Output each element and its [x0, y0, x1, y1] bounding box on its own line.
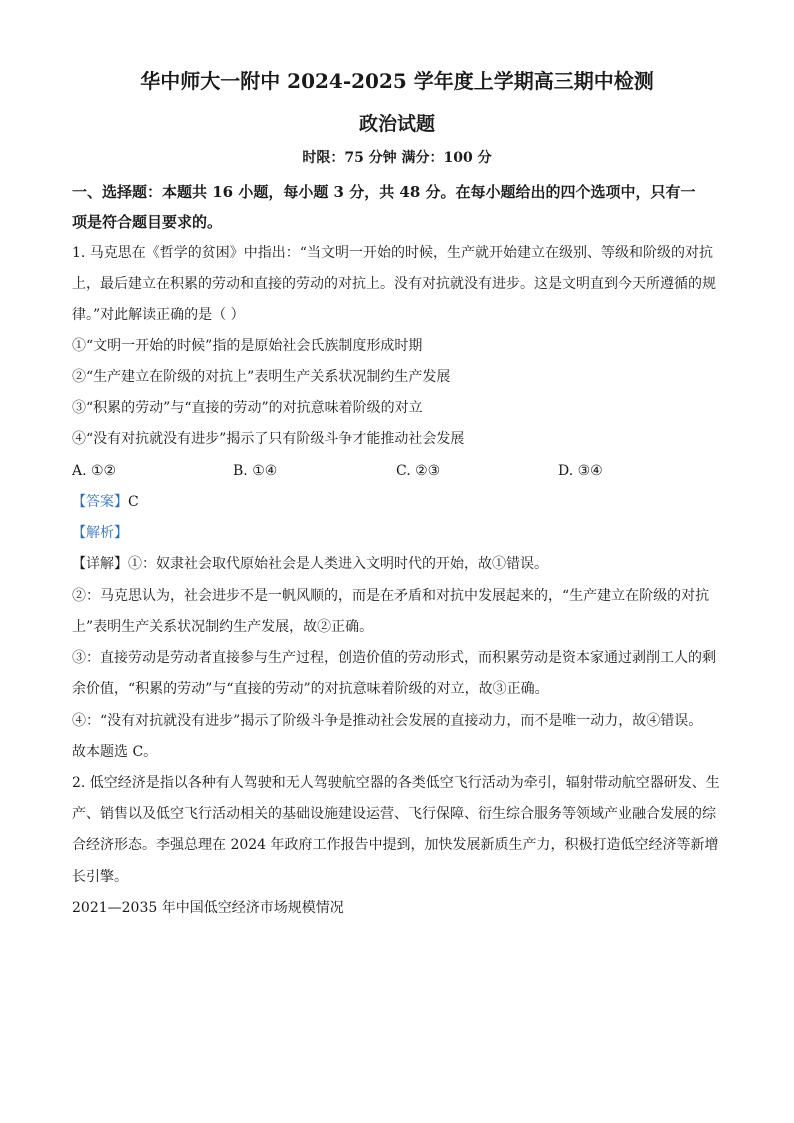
q1-option-b: B. ①④ [233, 463, 278, 479]
exam-title: 华中师大一附中 2024-2025 学年度上学期高三期中检测 [140, 69, 654, 93]
q1-option-d: D. ③④ [558, 463, 603, 479]
q2-stem-line3: 合经济形态。李强总理在 2024 年政府工作报告中提到，加快发展新质生产力，积极打造低空经济等新增 [72, 837, 719, 853]
q1-stem-line3: 律。”对此解读正确的是（ ） [72, 307, 245, 323]
q2-stem-line1: 2. 低空经济是指以各种有人驾驶和无人驾驶航空器的各类低空飞行活动为牵引，辐射带动航空器研发、生 [72, 775, 720, 791]
section-heading-line2: 项是符合题目要求的。 [72, 213, 223, 231]
q1-option-c: C. ②③ [396, 463, 441, 479]
q2-stem-line2: 产、销售以及低空飞行活动相关的基础设施建设运营、飞行保障、衍生综合服务等领域产业融合发展的综 [72, 806, 716, 822]
analysis-tag: 【解析】 [72, 525, 128, 541]
q1-detail-line2: ②：马克思认为，社会进步不是一帆风顺的，而是在矛盾和对抗中发展起来的，“生产建立在阶级的对抗 [72, 588, 710, 604]
q1-detail-line1 [72, 554, 732, 574]
q1-statement-1: ①“文明一开始的时候”指的是原始社会氏族制度形成时期 [72, 338, 423, 354]
q1-conclusion: 故本题选 C。 [72, 744, 158, 760]
subject-title: 政治试题 [358, 113, 435, 135]
detail-text-1: ①：奴隶社会取代原始社会是人类进入文明时代的开始，故①错误。 [128, 556, 548, 572]
q1-analysis [72, 523, 732, 543]
q2-stem-line4: 长引擎。 [72, 869, 128, 885]
detail-tag: 【详解】 [72, 556, 128, 572]
exam-meta: 时限：75 分钟 满分：100 分 [302, 150, 492, 166]
q1-answer [72, 492, 732, 512]
section-heading-line1: 一、选择题：本题共 16 小题，每小题 3 分，共 48 分。在每小题给出的四个选项中，只有一 [72, 183, 696, 201]
q1-stem-line1: 1. 马克思在《哲学的贫困》中指出：“当文明一开始的时候，生产就开始建立在级别、等级和阶级的对抗 [72, 245, 713, 261]
q1-detail-line6: ④：“没有对抗就没有进步”揭示了阶级斗争是推动社会发展的直接动力，而不是唯一动力，故④错误。 [72, 713, 703, 729]
q1-detail-line3: 上”表明生产关系状况制约生产发展，故②正确。 [72, 619, 374, 635]
q2-chart-caption: 2021—2035 年中国低空经济市场规模情况 [72, 900, 344, 916]
q1-detail-line4: ③：直接劳动是劳动者直接参与生产过程，创造价值的劳动形式，而积累劳动是资本家通过剥削工人的剩 [72, 650, 716, 666]
q1-statement-2: ②“生产建立在阶级的对抗上”表明生产关系状况制约生产发展 [72, 369, 451, 385]
q1-option-a: A. ①② [72, 463, 117, 479]
q1-statement-3: ③“积累的劳动”与“直接的劳动”的对抗意味着阶级的对立 [72, 400, 423, 416]
q1-stem-line2: 上，最后建立在积累的劳动和直接的劳动的对抗上。没有对抗就没有进步。这是文明直到今天所遵循的规 [72, 276, 716, 292]
answer-tag: 【答案】 [72, 494, 128, 510]
q1-statement-4: ④“没有对抗就没有进步”揭示了只有阶级斗争才能推动社会发展 [72, 431, 465, 447]
q1-detail-line5: 余价值，“积累的劳动”与“直接的劳动”的对抗意味着阶级的对立，故③正确。 [72, 681, 549, 697]
answer-value: C [128, 494, 139, 510]
